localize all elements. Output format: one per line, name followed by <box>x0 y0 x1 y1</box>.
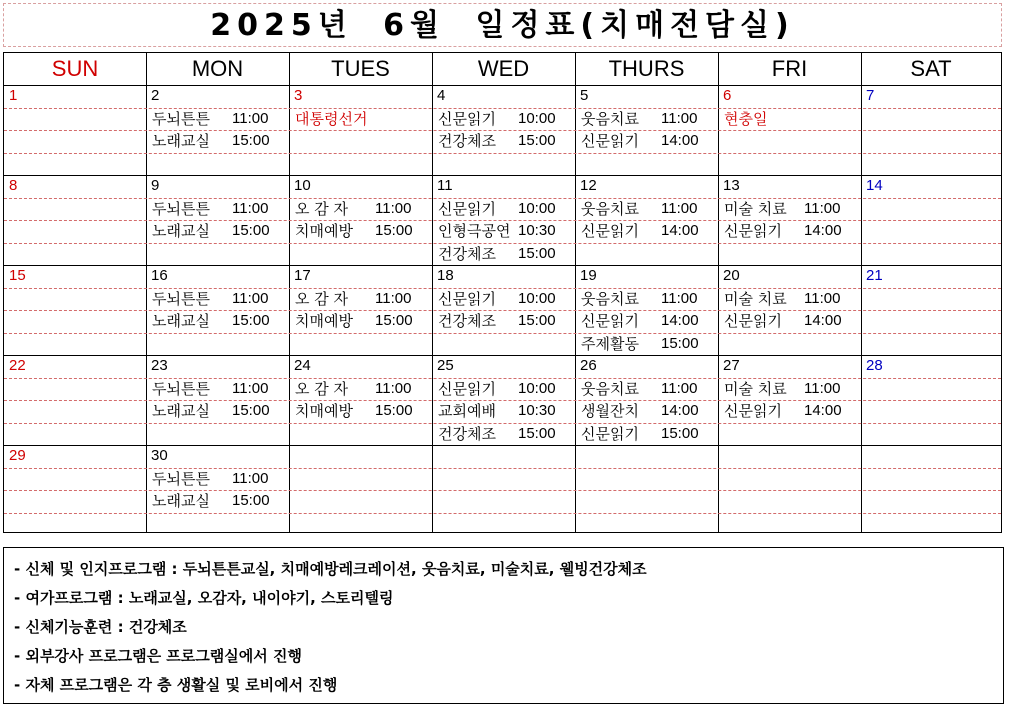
event-time: 15:00 <box>232 492 270 509</box>
event-time: 11:00 <box>804 199 841 217</box>
event-entry <box>152 379 287 399</box>
event-name: 신문읽기 <box>581 424 639 443</box>
event-entry <box>152 491 287 511</box>
event-name: 신문읽기 <box>581 132 639 150</box>
event-entry <box>724 289 859 309</box>
event-time: 14:00 <box>804 312 842 329</box>
event-name: 현충일 <box>724 109 768 128</box>
event-name: 주제활동 <box>581 334 639 353</box>
event-name: 인형극공연 <box>438 222 511 240</box>
event-time: 11:00 <box>661 289 698 307</box>
day-number: 7 <box>866 87 875 104</box>
event-time: 15:00 <box>661 334 699 352</box>
calendar <box>3 52 1002 533</box>
event-name: 두뇌튼튼 <box>152 289 210 308</box>
event-entry <box>438 221 573 241</box>
weekday-thurs: THURS <box>608 56 685 81</box>
event-time: 10:30 <box>518 222 556 239</box>
event-time: 10:00 <box>518 199 556 217</box>
event-name: 오 감 자 <box>295 379 349 398</box>
day-number: 9 <box>151 177 160 194</box>
column-divider <box>432 53 433 532</box>
notes-box <box>3 547 1004 704</box>
event-name: 웃음치료 <box>581 109 639 128</box>
event-entry <box>152 289 287 309</box>
page-title: 2025년 6월 일정표(치매전담실) <box>210 8 795 43</box>
event-name: 치매예방 <box>295 402 353 420</box>
column-divider <box>146 53 147 532</box>
column-divider <box>861 53 862 532</box>
column-divider <box>575 53 576 532</box>
event-time: 14:00 <box>804 222 842 239</box>
day-number: 10 <box>294 177 311 194</box>
event-name: 신문읽기 <box>438 199 496 218</box>
event-time: 15:00 <box>232 312 270 329</box>
event-entry <box>438 199 573 219</box>
event-name: 두뇌튼튼 <box>152 379 210 398</box>
day-number: 19 <box>580 267 597 284</box>
event-name: 웃음치료 <box>581 379 639 398</box>
event-name: 신문읽기 <box>581 312 639 330</box>
event-name: 신문읽기 <box>438 289 496 308</box>
day-number: 21 <box>866 267 883 284</box>
event-entry <box>295 109 430 129</box>
event-time: 15:00 <box>518 424 556 442</box>
day-number: 20 <box>723 267 740 284</box>
event-entry <box>295 221 430 241</box>
event-time: 14:00 <box>661 132 699 149</box>
event-entry <box>152 221 287 241</box>
event-name: 신문읽기 <box>724 312 782 330</box>
event-entry <box>438 109 573 129</box>
event-name: 두뇌튼튼 <box>152 109 210 128</box>
day-number: 14 <box>866 177 883 194</box>
event-time: 11:00 <box>375 289 412 307</box>
day-number: 18 <box>437 267 454 284</box>
day-number: 1 <box>9 87 18 104</box>
event-time: 11:00 <box>232 109 269 127</box>
event-time: 11:00 <box>661 109 698 127</box>
note-line: - 신체 및 인지프로그램 : 두뇌튼튼교실, 치매예방레크레이션, 웃음치료, 미술치료, 웰빙건강체조 <box>14 560 647 578</box>
event-entry <box>581 334 716 354</box>
event-time: 15:00 <box>518 132 556 149</box>
event-entry <box>724 109 859 129</box>
event-entry <box>152 469 287 489</box>
event-time: 10:00 <box>518 109 556 127</box>
event-name: 생월잔치 <box>581 402 639 420</box>
event-name: 두뇌튼튼 <box>152 199 210 218</box>
event-name: 교회예배 <box>438 402 496 420</box>
event-name: 노래교실 <box>152 402 210 420</box>
event-name: 건강체조 <box>438 244 496 263</box>
event-name: 건강체조 <box>438 312 496 330</box>
event-name: 웃음치료 <box>581 289 639 308</box>
day-number: 25 <box>437 357 454 374</box>
event-entry <box>152 199 287 219</box>
day-number: 12 <box>580 177 597 194</box>
event-entry <box>438 401 573 421</box>
event-name: 신문읽기 <box>438 109 496 128</box>
event-name: 신문읽기 <box>581 222 639 240</box>
event-entry <box>581 289 716 309</box>
event-entry <box>438 131 573 151</box>
weekday-sat: SAT <box>910 56 952 81</box>
event-entry <box>152 131 287 151</box>
event-entry <box>152 401 287 421</box>
event-time: 11:00 <box>232 199 269 217</box>
day-number: 28 <box>866 357 883 374</box>
event-name: 건강체조 <box>438 132 496 150</box>
event-time: 10:00 <box>518 379 556 397</box>
event-entry <box>724 311 859 331</box>
day-number: 4 <box>437 87 446 104</box>
day-number: 30 <box>151 447 168 464</box>
event-name: 신문읽기 <box>438 379 496 398</box>
day-number: 5 <box>580 87 589 104</box>
event-time: 11:00 <box>232 289 269 307</box>
event-name: 미술 치료 <box>724 199 787 218</box>
event-entry <box>438 424 573 444</box>
column-divider <box>718 53 719 532</box>
event-entry <box>581 199 716 219</box>
event-time: 11:00 <box>661 199 698 217</box>
calendar-grid <box>4 53 1001 532</box>
day-number: 26 <box>580 357 597 374</box>
event-name: 노래교실 <box>152 132 210 150</box>
event-time: 15:00 <box>232 222 270 239</box>
day-number: 2 <box>151 87 160 104</box>
event-time: 14:00 <box>661 222 699 239</box>
day-number: 8 <box>9 177 18 194</box>
note-line: - 자체 프로그램은 각 층 생활실 및 로비에서 진행 <box>14 676 338 694</box>
event-entry <box>438 379 573 399</box>
event-time: 11:00 <box>804 289 841 307</box>
event-time: 11:00 <box>232 379 269 397</box>
event-entry <box>295 289 430 309</box>
event-entry <box>295 401 430 421</box>
event-entry <box>724 401 859 421</box>
event-time: 11:00 <box>232 469 269 487</box>
day-number: 16 <box>151 267 168 284</box>
event-time: 11:00 <box>804 379 841 397</box>
event-name: 미술 치료 <box>724 379 787 398</box>
event-name: 노래교실 <box>152 222 210 240</box>
event-entry <box>581 311 716 331</box>
event-entry <box>581 379 716 399</box>
event-time: 14:00 <box>661 312 699 329</box>
event-time: 10:00 <box>518 289 556 307</box>
event-entry <box>438 289 573 309</box>
weekday-mon: MON <box>191 56 244 81</box>
day-number: 17 <box>294 267 311 284</box>
slot-divider <box>4 153 1001 154</box>
event-time: 14:00 <box>661 402 699 419</box>
title-box <box>3 3 1002 47</box>
day-number: 27 <box>723 357 740 374</box>
day-number: 22 <box>9 357 26 374</box>
event-entry <box>295 311 430 331</box>
event-entry <box>438 244 573 264</box>
day-number: 3 <box>294 87 303 104</box>
event-time: 15:00 <box>375 222 413 239</box>
note-line: - 여가프로그램 : 노래교실, 오감자, 내이야기, 스토리텔링 <box>14 589 394 607</box>
weekday-tues: TUES <box>331 56 390 81</box>
event-name: 건강체조 <box>438 424 496 443</box>
event-entry <box>724 379 859 399</box>
event-name: 두뇌튼튼 <box>152 469 210 488</box>
event-entry <box>581 131 716 151</box>
event-entry <box>581 221 716 241</box>
event-time: 15:00 <box>375 312 413 329</box>
event-time: 15:00 <box>518 244 556 262</box>
event-entry <box>581 424 716 444</box>
event-time: 15:00 <box>232 402 270 419</box>
event-time: 15:00 <box>661 424 699 442</box>
event-time: 15:00 <box>518 312 556 329</box>
event-name: 오 감 자 <box>295 199 349 218</box>
slot-divider <box>4 333 1001 334</box>
event-entry <box>581 401 716 421</box>
event-time: 10:30 <box>518 402 556 419</box>
day-number: 13 <box>723 177 740 194</box>
event-name: 신문읽기 <box>724 222 782 240</box>
event-entry <box>438 311 573 331</box>
event-entry <box>152 311 287 331</box>
event-time: 11:00 <box>375 199 412 217</box>
day-number: 15 <box>9 267 26 284</box>
event-entry <box>295 379 430 399</box>
day-number: 24 <box>294 357 311 374</box>
weekday-sun: SUN <box>51 56 99 81</box>
event-entry <box>152 109 287 129</box>
event-name: 노래교실 <box>152 312 210 330</box>
day-number: 23 <box>151 357 168 374</box>
note-line: - 신체기능훈련 : 건강체조 <box>14 618 187 636</box>
event-entry <box>724 199 859 219</box>
slot-divider <box>4 513 1001 514</box>
event-name: 치매예방 <box>295 222 353 240</box>
day-number: 6 <box>723 87 732 104</box>
event-name: 오 감 자 <box>295 289 349 308</box>
event-name: 대통령선거 <box>295 109 368 128</box>
event-name: 노래교실 <box>152 492 210 510</box>
event-name: 웃음치료 <box>581 199 639 218</box>
event-entry <box>295 199 430 219</box>
event-entry <box>581 109 716 129</box>
event-time: 15:00 <box>232 132 270 149</box>
event-entry <box>724 221 859 241</box>
event-time: 14:00 <box>804 402 842 419</box>
event-time: 11:00 <box>375 379 412 397</box>
note-line: - 외부강사 프로그램은 프로그램실에서 진행 <box>14 647 302 665</box>
weekday-fri: FRI <box>771 56 808 81</box>
day-number: 11 <box>437 177 453 194</box>
event-name: 미술 치료 <box>724 289 787 308</box>
column-divider <box>289 53 290 532</box>
weekday-wed: WED <box>477 56 530 81</box>
day-number: 29 <box>9 447 26 464</box>
event-name: 신문읽기 <box>724 402 782 420</box>
event-name: 치매예방 <box>295 312 353 330</box>
event-time: 15:00 <box>375 402 413 419</box>
event-time: 11:00 <box>661 379 698 397</box>
